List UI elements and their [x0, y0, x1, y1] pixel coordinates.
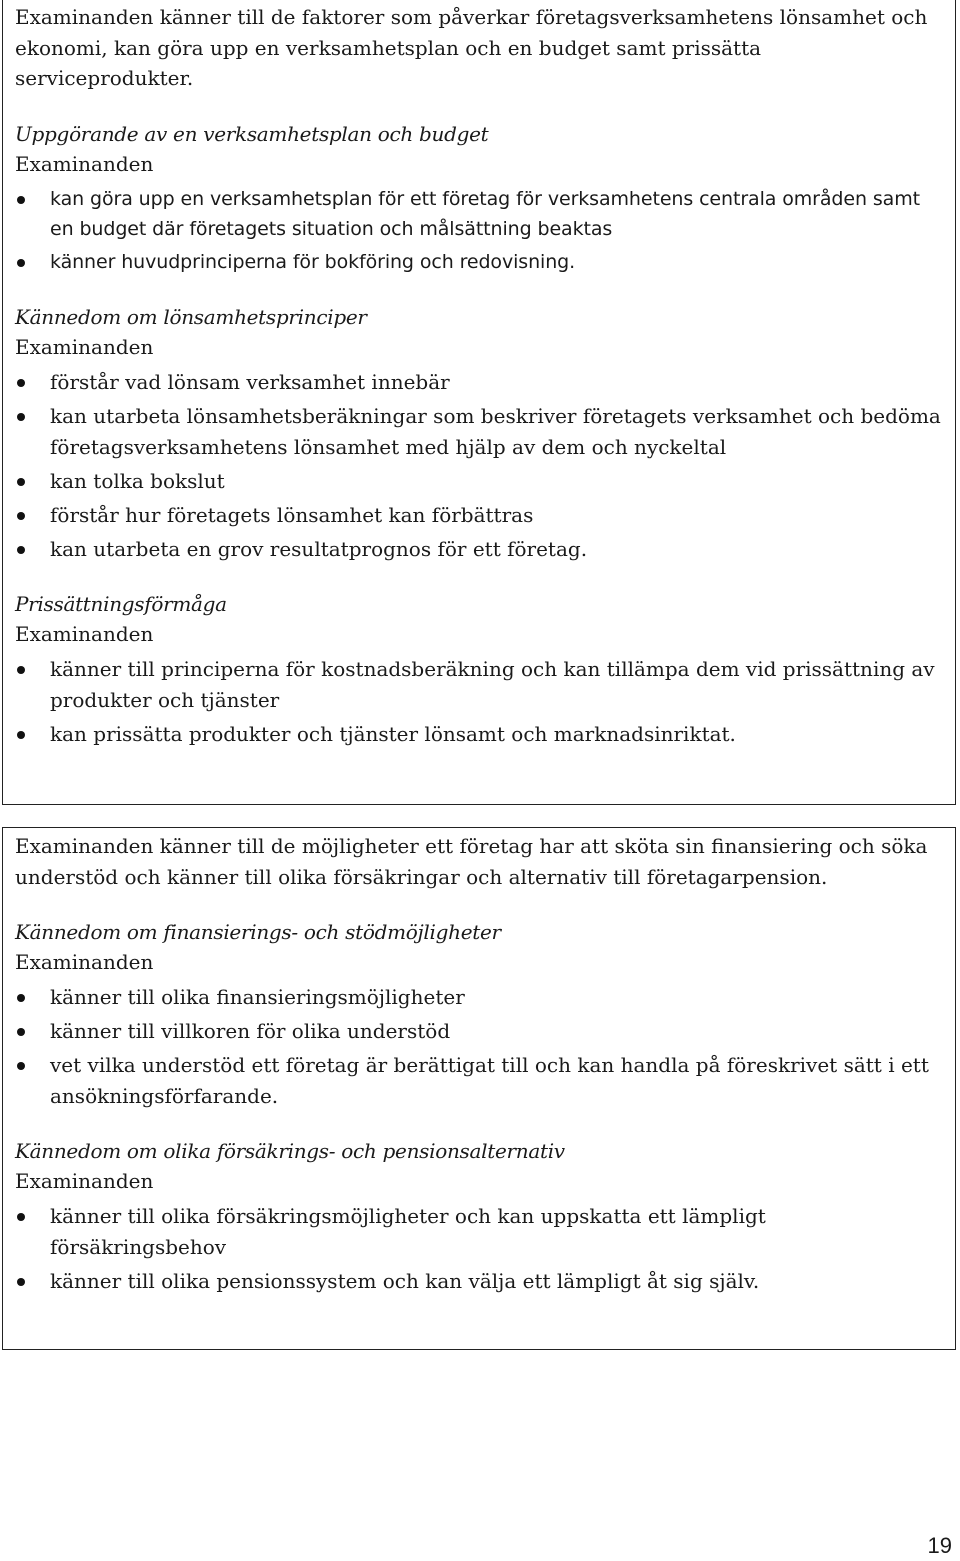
section-heading: Uppgörande av en verksamhetsplan och budget	[15, 121, 489, 146]
bullet-icon	[17, 1278, 25, 1286]
section-business-plan	[15, 119, 943, 278]
section-profitability-principles	[15, 302, 943, 564]
list-item-text: förstår hur företagets lönsamhet kan förbättras	[50, 502, 534, 527]
section-subject: Examinanden	[15, 335, 154, 359]
section-insurance-pension	[15, 1136, 943, 1296]
bullet-list	[15, 1201, 943, 1296]
competence-box-financing	[2, 827, 956, 1350]
bullet-icon	[17, 478, 25, 486]
list-item	[15, 401, 943, 462]
list-item-text: känner till olika pensionssystem och kan välja ett lämpligt åt sig själv.	[50, 1268, 760, 1293]
bullet-list	[15, 184, 943, 278]
list-item-text: kan prissätta produkter och tjänster lönsamt och marknadsinriktat.	[50, 721, 736, 746]
list-item	[15, 654, 943, 715]
list-item-text: kan tolka bokslut	[50, 468, 225, 493]
list-item	[15, 500, 943, 531]
list-item-text: kan utarbeta lönsamhetsberäkningar som beskriver företagets verksamhet och bedöma företagsverksamhetens lönsamhet med hjälp av dem och nyckeltal	[50, 404, 941, 459]
bullet-icon	[17, 1028, 25, 1036]
section-heading: Kännedom om finansierings- och stödmöjligheter	[15, 920, 501, 944]
section-subject: Examinanden	[15, 622, 154, 646]
list-item-text: känner huvudprinciperna för bokföring och redovisning.	[50, 250, 576, 273]
bullet-list	[15, 654, 943, 749]
section-subject: Examinanden	[15, 1169, 154, 1193]
section-heading: Kännedom om olika försäkrings- och pensionsalternativ	[15, 1139, 565, 1163]
list-item	[15, 1266, 943, 1297]
list-item-text: känner till olika försäkringsmöjligheter och kan uppskatta ett lämpligt försäkringsbehov	[50, 1204, 766, 1259]
section-heading: Kännedom om lönsamhetsprinciper	[15, 305, 367, 329]
bullet-icon	[17, 413, 25, 421]
bullet-list	[15, 367, 943, 564]
box-intro: Examinanden känner till de möjligheter ett företag har att sköta sin finansiering och söka understöd och känner till olika försäkringar och alternativ till företagarpension.	[15, 834, 928, 889]
list-item-text: vet vilka understöd ett företag är berättigat till och kan handla på föreskrivet sätt i ett ansökningsförfarande.	[50, 1053, 929, 1108]
bullet-icon	[17, 731, 25, 739]
list-item-text: kan utarbeta en grov resultatprognos för ett företag.	[50, 536, 588, 561]
list-item	[15, 1201, 943, 1262]
list-item	[15, 982, 943, 1013]
bullet-icon	[17, 196, 25, 204]
list-item-text: känner till principerna för kostnadsberäkning och kan tillämpa dem vid prissättning av produkter och tjänster	[50, 657, 935, 712]
list-item-text: känner till villkoren för olika understöd	[50, 1019, 451, 1043]
list-item-text: känner till olika finansieringsmöjligheter	[50, 985, 465, 1009]
list-item	[15, 247, 943, 278]
page-number: 19	[927, 1533, 952, 1558]
list-item	[15, 184, 943, 245]
bullet-icon	[17, 259, 25, 267]
list-item	[15, 719, 943, 750]
section-subject: Examinanden	[15, 151, 154, 176]
bullet-icon	[17, 1062, 25, 1070]
bullet-icon	[17, 512, 25, 520]
list-item	[15, 1050, 943, 1111]
list-item-text: förstår vad lönsam verksamhet innebär	[50, 370, 450, 394]
bullet-icon	[17, 1213, 25, 1221]
list-item	[15, 367, 943, 398]
section-pricing	[15, 589, 943, 749]
competence-box-profitability	[2, 0, 956, 805]
bullet-icon	[17, 994, 25, 1002]
section-financing	[15, 917, 943, 1111]
bullet-icon	[17, 666, 25, 674]
bullet-list	[15, 982, 943, 1111]
section-heading: Prissättningsförmåga	[15, 592, 227, 616]
list-item	[15, 466, 943, 497]
bullet-icon	[17, 379, 25, 387]
list-item-text: kan göra upp en verksamhetsplan för ett företag för verksamhetens centrala områden samt en budget där företagets situation och målsättning beaktas	[50, 187, 920, 240]
list-item	[15, 1016, 943, 1047]
section-subject: Examinanden	[15, 950, 154, 974]
bullet-icon	[17, 546, 25, 554]
box-intro: Examinanden känner till de faktorer som påverkar företagsverksamhetens lönsamhet och ekonomi, kan göra upp en verksamhetsplan och en budget samt prissätta serviceprodukter.	[15, 5, 928, 90]
list-item	[15, 534, 943, 565]
